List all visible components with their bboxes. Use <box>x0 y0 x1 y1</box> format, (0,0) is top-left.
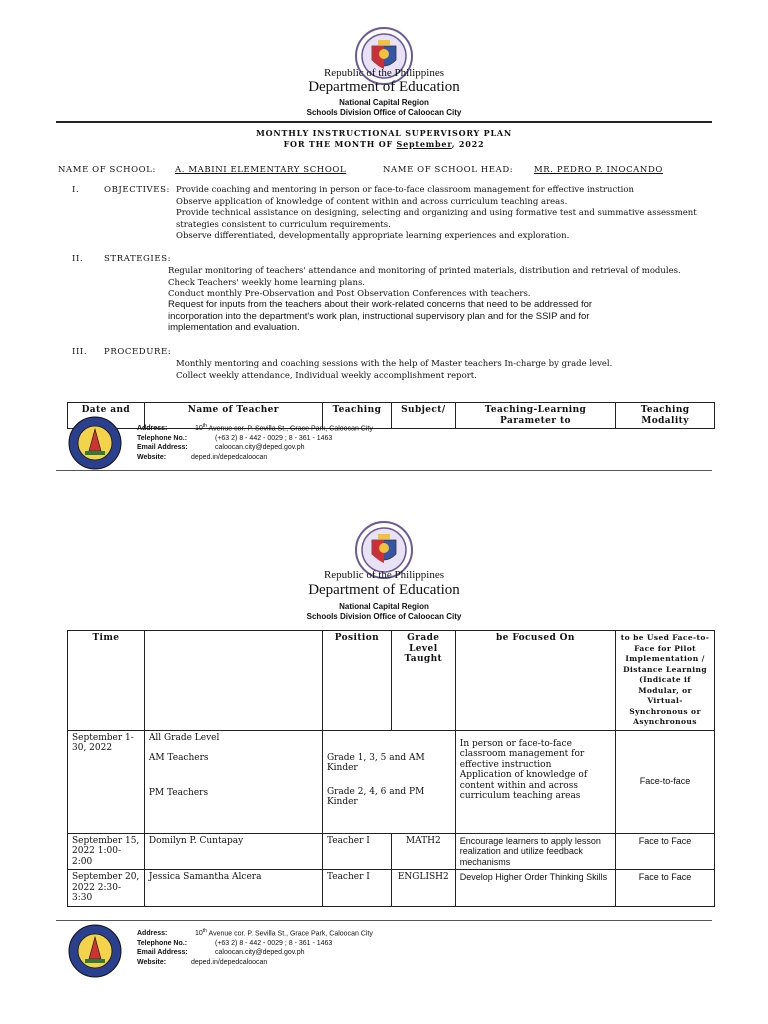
phone-label: Telephone No.: <box>137 939 188 947</box>
col-name-head-empty <box>144 631 322 731</box>
row-modality: Face-to-face <box>616 730 715 833</box>
school-head-value: MR. PEDRO P. INOCANDO <box>534 165 663 175</box>
address-label: Address: <box>137 425 168 433</box>
row-position <box>322 730 455 833</box>
objective-line: Observe application of knowledge of content within and across curriculum teaching areas. <box>176 196 568 207</box>
footer-contact <box>137 927 537 967</box>
supervisory-table <box>67 630 715 907</box>
col-grade-head: Grade Level Taught <box>391 631 455 731</box>
header-divider <box>56 121 712 123</box>
address-value: Avenue cor. P. Sevilla St., Grace Park, Caloocan City <box>208 930 373 938</box>
row-grade: MATH2 <box>391 833 455 870</box>
website-value: deped.in/depedcaloocan <box>191 453 268 461</box>
row-position: Teacher I <box>322 870 391 907</box>
address-sup: th <box>202 928 207 934</box>
school-name-value: A. MABINI ELEMENTARY SCHOOL <box>175 165 347 175</box>
col-name-head: Name of Teacher <box>144 403 322 429</box>
strategy-line: Regular monitoring of teachers' attendance and monitoring of printed materials, distribution and retrieval of modules. <box>168 266 681 276</box>
col-position-head: Teaching <box>322 403 391 429</box>
website-value: deped.in/depedcaloocan <box>191 958 268 966</box>
sdo-caloocan-logo-icon <box>67 923 123 979</box>
address-sup: th <box>202 423 207 429</box>
website-label: Website: <box>137 453 167 461</box>
plan-month <box>0 139 768 149</box>
procedure-numeral: III. <box>72 347 88 357</box>
strategies-request <box>168 299 713 334</box>
email-value: caloocan.city@deped.gov.ph <box>215 444 305 452</box>
strategy-request-line: incorporation into the department's work plan, instructional supervisory plan and for the SSIP and for <box>168 310 590 322</box>
row-grade: ENGLISH2 <box>391 870 455 907</box>
website-label: Website: <box>137 958 167 966</box>
table-row <box>68 870 715 907</box>
region-text: National Capital Region <box>339 98 429 107</box>
row-position: Teacher I <box>322 833 391 870</box>
department-title: Department of Education <box>308 79 460 95</box>
email-label: Email Address: <box>137 444 188 452</box>
col-time-head: Time <box>68 631 145 731</box>
row-modality: Face to Face <box>616 870 715 907</box>
strategy-request-line: Request for inputs from the teachers about their work-related concerns that need to be addressed for <box>168 299 593 310</box>
objectives-numeral: I. <box>72 185 80 195</box>
strategy-request-line: implementation and evaluation. <box>168 322 300 333</box>
objectives-label: OBJECTIVES: <box>104 185 170 195</box>
row-focus-a: In person or face-to-face classroom management for effective instruction <box>459 738 585 770</box>
address-label: Address: <box>137 930 168 938</box>
division-text: Schools Division Office of Caloocan City <box>306 612 462 621</box>
col-modality-head: Teaching Modality <box>616 403 715 429</box>
phone-label: Telephone No.: <box>137 434 188 442</box>
row-date: September 20, 2022 2:30-3:30 <box>68 870 145 907</box>
col-position-head: Position <box>322 631 391 731</box>
address-num: 10 <box>195 425 203 433</box>
strategies-numeral: II. <box>72 254 84 264</box>
strategy-line: Conduct monthly Pre-Observation and Post Observation Conferences with teachers. <box>168 289 531 299</box>
strategies-list <box>168 266 713 301</box>
table-header-row <box>68 631 715 731</box>
row-focus: Encourage learners to apply lesson realization and utilize feedback mechanisms <box>455 833 615 870</box>
school-name-label: NAME OF SCHOOL: <box>58 165 156 175</box>
school-head-label: NAME OF SCHOOL HEAD: <box>383 165 514 175</box>
plan-year: , 2022 <box>451 139 485 149</box>
department-title: Department of Education <box>308 582 460 598</box>
email-value: caloocan.city@deped.gov.ph <box>215 949 305 957</box>
strategies-label: STRATEGIES: <box>104 254 172 264</box>
procedure-line: Monthly mentoring and coaching sessions with the help of Master teachers In-charge by grade level. <box>176 359 613 369</box>
phone-value: (+63 2) 8 - 442 - 0029 ; 8 - 361 - 1463 <box>215 434 333 442</box>
row-modality: Face to Face <box>616 833 715 870</box>
row-focus: Develop Higher Order Thinking Skills <box>455 870 615 907</box>
objective-line: strategies consistent to curriculum requirements. <box>176 219 391 230</box>
region-text: National Capital Region <box>339 602 429 611</box>
procedure-label: PROCEDURE: <box>104 347 172 357</box>
address-value: Avenue cor. P. Sevilla St., Grace Park, Caloocan City <box>208 425 373 433</box>
objective-line: Provide technical assistance on designing, selecting and organizing and using formative test and summative assessment <box>176 208 697 218</box>
objectives-list <box>176 185 716 243</box>
strategy-line: Check Teachers' weekly home learning plans. <box>168 277 366 288</box>
row-position-pm: Grade 2, 4, 6 and PM Kinder <box>326 786 425 807</box>
row-date: September 1-30, 2022 <box>68 730 145 833</box>
row-focus <box>455 730 615 833</box>
table-row <box>68 833 715 870</box>
row-name <box>144 730 322 833</box>
procedure-list <box>176 359 716 382</box>
row-focus-b: Application of knowledge of content within and across curriculum teaching areas <box>459 770 588 801</box>
address-num: 10 <box>195 930 203 938</box>
republic-text: Republic of the Philippines <box>323 569 445 581</box>
plan-month-prefix: FOR THE MONTH OF <box>283 139 397 149</box>
email-label: Email Address: <box>137 949 188 957</box>
row-name-all: All Grade Level <box>148 732 220 743</box>
division-text: Schools Division Office of Caloocan City <box>306 108 462 117</box>
objective-line: Provide coaching and mentoring in person or face-to-face classroom management for effective instruction <box>176 185 634 195</box>
table-row <box>68 730 715 833</box>
procedure-line: Collect weekly attendance, Individual weekly accomplishment report. <box>176 370 477 381</box>
republic-text: Republic of the Philippines <box>323 67 445 79</box>
plan-month-value: September <box>396 139 452 149</box>
col-modality-head: to be Used Face-to-Face for Pilot Implementation / Distance Learning (Indicate if Modular, or Virtual-Synchronous or Asynchronous <box>616 631 715 731</box>
phone-value: (+63 2) 8 - 442 - 0029 ; 8 - 361 - 1463 <box>215 939 333 947</box>
plan-title: MONTHLY INSTRUCTIONAL SUPERVISORY PLAN <box>255 128 512 138</box>
row-position-am: Grade 1, 3, 5 and AM Kinder <box>326 752 425 773</box>
row-name: Domilyn P. Cuntapay <box>144 833 322 870</box>
col-focus-head: Teaching-Learning Parameter to <box>455 403 615 429</box>
row-date: September 15, 2022 1:00-2:00 <box>68 833 145 870</box>
row-name-pm: PM Teachers <box>148 787 209 798</box>
sdo-caloocan-logo-icon <box>67 415 123 471</box>
footer-contact <box>137 422 537 462</box>
row-name: Jessica Samantha Alcera <box>144 870 322 907</box>
row-name-am: AM Teachers <box>148 753 209 763</box>
objective-line: Observe differentiated, developmentally appropriate learning experiences and exploration. <box>176 231 570 241</box>
col-focus-head: be Focused On <box>455 631 615 731</box>
footer-divider <box>56 470 712 471</box>
footer-divider <box>56 920 712 921</box>
col-grade-head: Subject/ <box>391 403 455 429</box>
col-date-head: Date and <box>68 403 145 429</box>
